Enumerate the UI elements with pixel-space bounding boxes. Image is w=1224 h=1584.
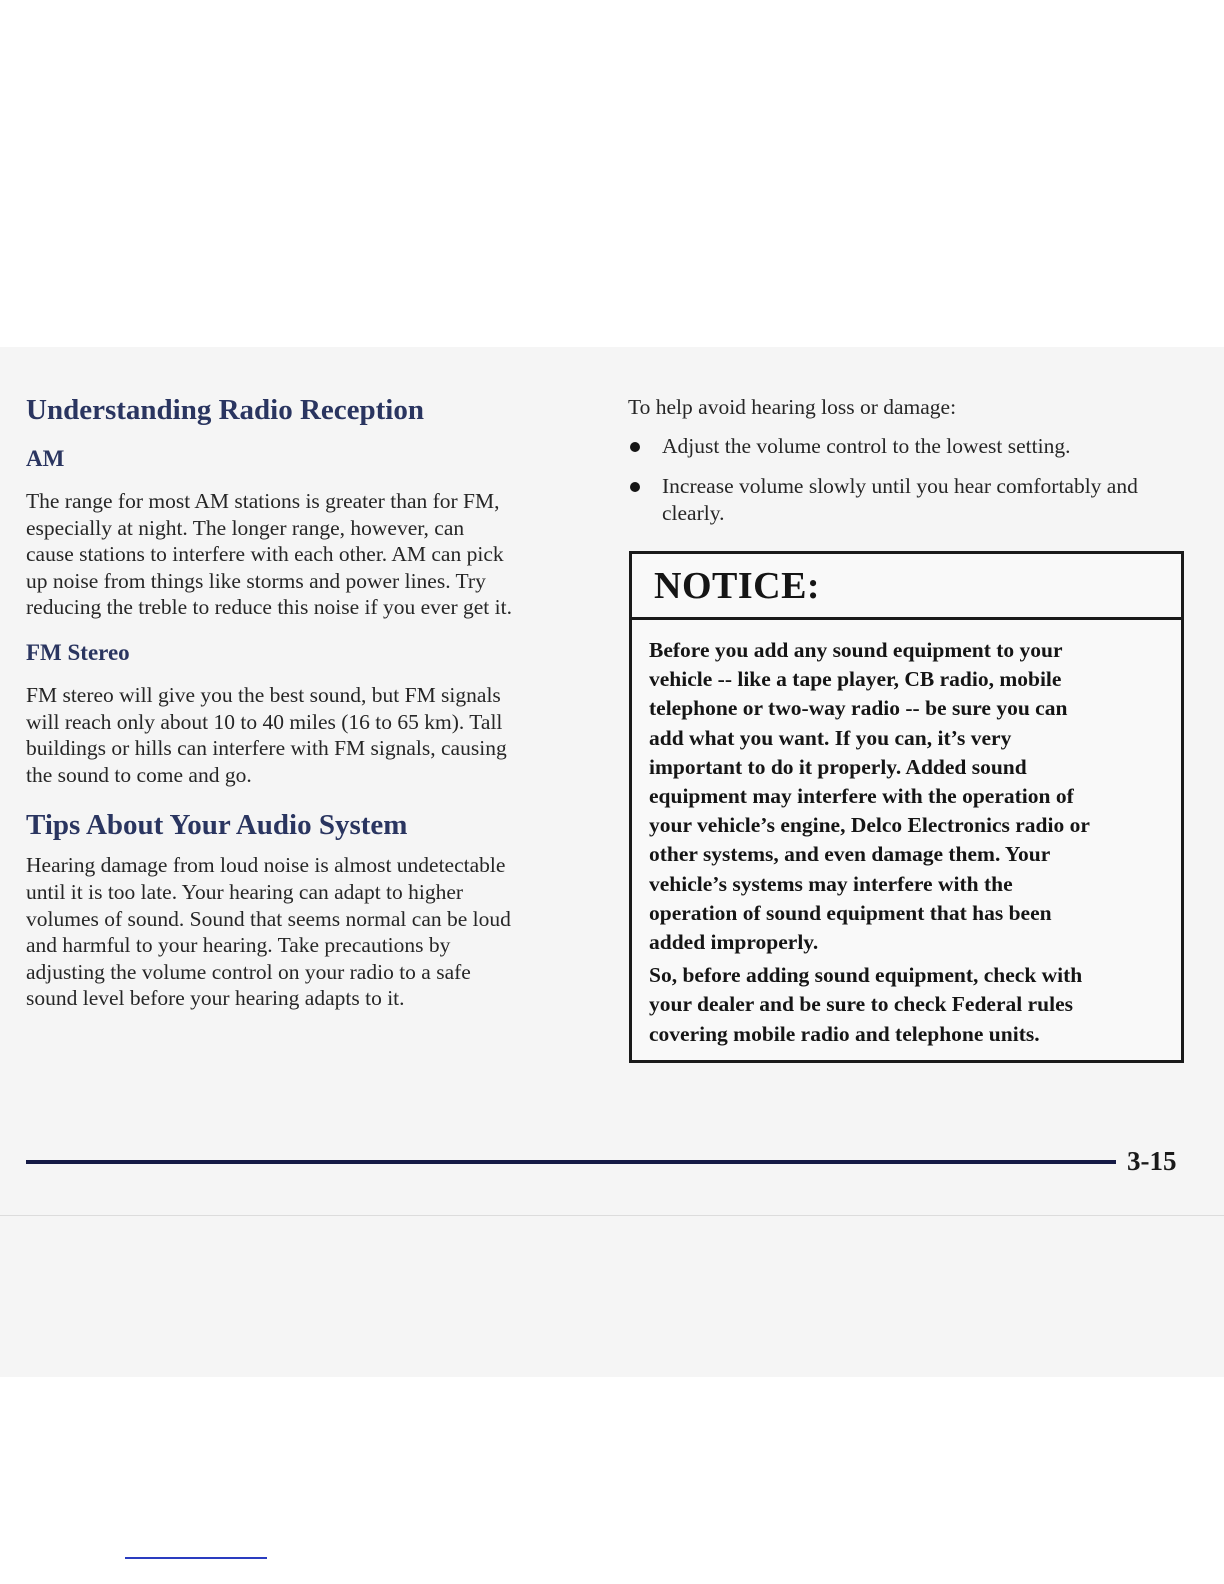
notice-paragraph-2 — [649, 961, 1161, 1049]
hearing-intro: To help avoid hearing loss or damage: — [628, 395, 957, 419]
list-item — [628, 433, 1196, 460]
page-divider — [0, 1215, 1224, 1216]
notice-title: NOTICE: — [654, 564, 821, 607]
fm-paragraph — [26, 682, 586, 788]
tips-line: and harmful to your hearing. Take precautions by — [26, 933, 451, 958]
tips-line: until it is too late. Your hearing can adapt to higher — [26, 879, 464, 904]
am-line: reducing the treble to reduce this noise if you ever get it. — [26, 595, 512, 620]
am-line: cause stations to interfere with each other. AM can pick — [26, 542, 504, 567]
notice-header — [632, 554, 1181, 620]
notice-line: vehicle -- like a tape player, CB radio, mobile — [649, 667, 1062, 692]
notice-paragraph-1 — [649, 636, 1161, 957]
am-line: The range for most AM stations is greater than for FM, — [26, 489, 500, 513]
hearing-tips-list — [628, 433, 1196, 527]
section-title-radio-reception: Understanding Radio Reception — [26, 394, 424, 426]
notice-line: other systems, and even damage them. Your — [649, 842, 1051, 867]
fm-stereo-heading: FM Stereo — [26, 639, 130, 665]
notice-line: operation of sound equipment that has been — [649, 900, 1052, 925]
bullet-icon — [630, 482, 640, 492]
tips-line: adjusting the volume control on your radio to a safe — [26, 959, 471, 984]
link-underline — [125, 1557, 267, 1559]
am-line: especially at night. The longer range, however, can — [26, 515, 465, 540]
notice-line: covering mobile radio and telephone units. — [649, 1021, 1040, 1046]
notice-line: telephone or two-way radio -- be sure you can — [649, 696, 1068, 721]
notice-line: added improperly. — [649, 930, 819, 955]
tips-paragraph — [26, 852, 586, 1012]
notice-line: So, before adding sound equipment, check with — [649, 963, 1083, 988]
am-paragraph — [26, 488, 586, 621]
notice-box — [629, 551, 1184, 1063]
am-line: up noise from things like storms and power lines. Try — [26, 568, 486, 593]
fm-line: FM stereo will give you the best sound, but FM signals — [26, 682, 501, 707]
notice-line: add what you want. If you can, it’s very — [649, 725, 1012, 750]
notice-line: Before you add any sound equipment to your — [649, 638, 1063, 662]
notice-line: equipment may interfere with the operation of — [649, 784, 1074, 809]
footer-rule — [26, 1160, 1116, 1164]
notice-line: important to do it properly. Added sound — [649, 754, 1027, 779]
fm-line: the sound to come and go. — [26, 762, 252, 787]
tips-line: Hearing damage from loud noise is almost undetectable — [26, 853, 506, 878]
list-item — [628, 473, 1196, 527]
right-column — [628, 394, 1196, 527]
bullet-text: Adjust the volume control to the lowest setting. — [662, 433, 1071, 458]
notice-body — [632, 620, 1181, 1049]
section-title-audio-tips: Tips About Your Audio System — [26, 809, 408, 842]
notice-line: vehicle’s systems may interfere with the — [649, 871, 1013, 896]
left-column — [26, 392, 586, 1012]
am-heading: AM — [26, 446, 65, 471]
bullet-icon — [630, 442, 640, 452]
tips-line: volumes of sound. Sound that seems normal can be loud — [26, 906, 511, 931]
fm-line: buildings or hills can interfere with FM signals, causing — [26, 736, 507, 761]
page-number: 3-15 — [1127, 1146, 1177, 1176]
bullet-text: Increase volume slowly until you hear comfortably and clearly. — [662, 473, 1138, 525]
fm-line: will reach only about 10 to 40 miles (16 to 65 km). Tall — [26, 709, 503, 734]
notice-line: your vehicle’s engine, Delco Electronics radio or — [649, 813, 1090, 838]
notice-line: your dealer and be sure to check Federal rules — [649, 992, 1073, 1017]
tips-line: sound level before your hearing adapts to it. — [26, 986, 405, 1011]
